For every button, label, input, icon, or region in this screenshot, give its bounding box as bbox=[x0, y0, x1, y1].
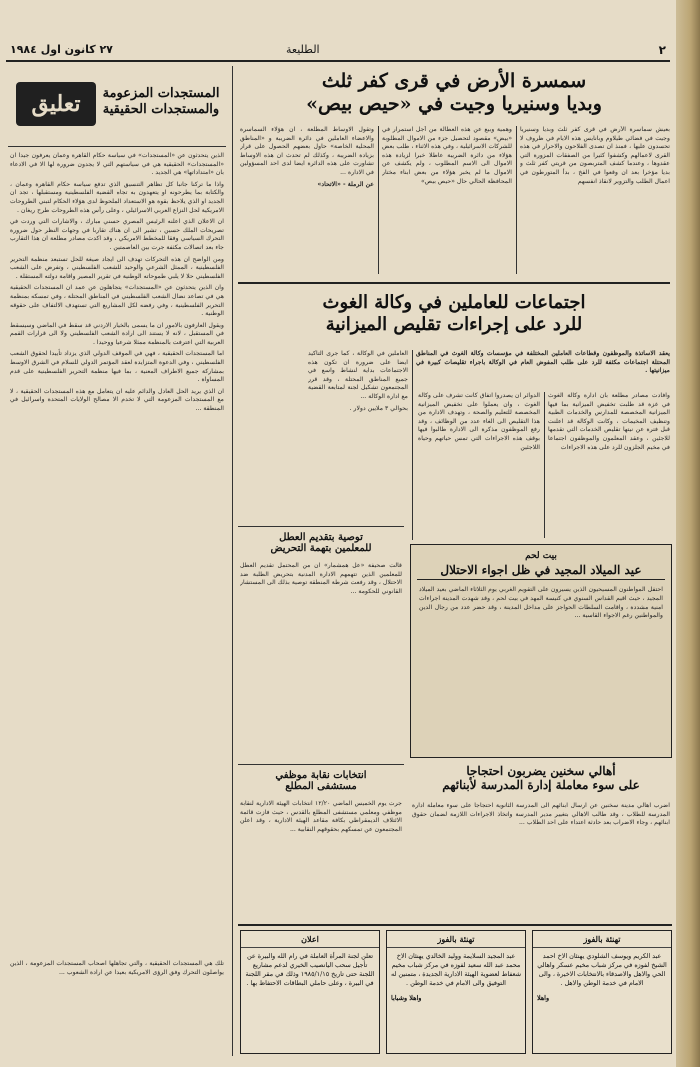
clinic-body bbox=[240, 800, 402, 920]
clinic-headline-line1: انتخابات نقابة موظفي bbox=[275, 770, 367, 781]
column-divider bbox=[232, 66, 233, 1056]
second-col-rule bbox=[544, 392, 545, 538]
second-headline-line1: اجتماعات للعاملين في وكالة الغوث bbox=[322, 292, 586, 313]
clinic-text: جرت يوم الخميس الماضي ١٢/٢٠ انتخابات الهيئة الادارية لنقابة موظفي ومعلمي مستشفى المطلع بالقدس ، حيث فازت قائمة الائتلاف الديمقراطي بكافة مقاعد الهيئة الادارية ، وقد اعلن المجتمعون عن تمسكهم بحقوقهم النقابية ... bbox=[240, 800, 402, 833]
ads-rule bbox=[238, 924, 672, 926]
parents-headline-line2: على سوء معاملة إدارة المدرسة لأبنائهم bbox=[442, 778, 640, 793]
commentary-body bbox=[10, 152, 224, 904]
lead-paragraph: وتقول الاوساط المطلعة ، ان هؤلاء السماسرة والاعضاء العاملين في دائرة الضريبة و «المناطق المحلية الخاصة» حاول بعضهم الحصول على قرار بزيادة الضريبة ، وكذلك لم تحدث ان هذه الاوساط تشاورت على هذه الدائرة ايضا لدى احد المسؤولين في الادارة ... bbox=[240, 126, 374, 176]
lead-col-2 bbox=[382, 126, 512, 274]
students-body bbox=[240, 562, 402, 758]
christmas-box bbox=[410, 544, 672, 758]
commentary-paragraph: ويقول العارفون بالامور ان ما يسمى بالخيار الاردني قد سقط في الماضي وسيسقط في المستقبل ، لانه لا يستند الى ارادة الشعب الفلسطيني ولا الى قرارات القمم العربية التي اعترفت بالمنظمة ممثلا شرعيا ووحيدا . bbox=[10, 321, 224, 346]
second-paragraph: وافادت مصادر مطلعة بان ادارة وكالة الغوث في غزة قد طلبت تخفيض الميزانية بما فيها الميزانية المخصصة للمدارس والخدمات الطبية وتنظيف المخيمات ، وكانت الوكالة قد اعلنت قبل فترة عن نيتها تقليص الخدمات التي تقدمها للاجئين ، وعقد المعلمون والموظفون اجتماعا في مخيم الجلزون للرد على هذه الاجراءات bbox=[548, 392, 670, 451]
paper-name: الطليعة bbox=[286, 43, 320, 56]
commentary-paragraph: اما المستجدات الحقيقية ، فهي في الموقف الدولي الذي يزداد تأييدا لحقوق الشعب الفلسطيني ، وفي الدعوة المتزايدة لعقد المؤتمر الدولي للسلام في الشرق الاوسط بمشاركة جميع الاطراف المعنية ، بما فيها منظمة التحرير الفلسطينية على قدم المساواة . bbox=[10, 350, 224, 384]
second-intro bbox=[416, 350, 670, 388]
page-header bbox=[6, 40, 670, 62]
commentary-paragraph: ان الذي يريد الحل العادل والدائم عليه ان يتعامل مع هذه المستجدات الحقيقية ، لا مع المستجدات المزعومة التي لا تخدم الا مصالح الولايات المتحدة واسرائيل في المنطقة ... bbox=[10, 387, 224, 413]
section-rule bbox=[238, 282, 670, 284]
second-headline bbox=[238, 292, 670, 335]
commentary-paragraph: الذين يتحدثون عن «المستجدات» في سياسة حكام القاهرة وعمان يعرفون جيدا ان «المستجدات» الحقيقية هي في سياستهم التي لا يجدون ضرورة لها الا في الادعاء بان «امتداداتها» هي الجديد . bbox=[10, 152, 224, 177]
commentary-tail bbox=[10, 960, 224, 1052]
parents-body bbox=[412, 802, 670, 902]
second-headline-line2: للرد على إجراءات تقليص الميزانية bbox=[325, 313, 583, 335]
commentary-header bbox=[8, 70, 226, 140]
ad-signature: واهلا bbox=[537, 994, 550, 1002]
commentary-title-line2: والمستجدات الحقيقية bbox=[102, 101, 220, 117]
second-col-3 bbox=[308, 350, 408, 538]
clinic-headline-line2: مستشفى المطلع bbox=[285, 781, 357, 792]
second-paragraph-end: بحوالي ٣ ملايين دولار . bbox=[349, 404, 408, 412]
ad-signature: واهلا وشبابا bbox=[391, 994, 422, 1002]
lead-byline: عن الرملة - «الاتحاد» bbox=[317, 180, 374, 188]
lead-paragraph: وهمية وبيع عن هذه العطالة من أجل استمرار في «بيض» مقصود لتحصيل جزء من الاموال المطلوبة للشركات الاسرائيلية ، وفي هذه الاثناء ، طلب بعض هؤلاء من دائرة الضريبة عاطلا خبرا لزيادة هذه الاموال الى الاسم المطلوب ، ولم يكشف عن الاموال ما لم يخبر هؤلاء من بعض ابناء مختار المحافظة الحالي حال «حيص بيص» bbox=[382, 126, 512, 185]
second-intro-text: يعقد الاساتذة والموظفون وقطاعات العاملين المختلفة في مؤسسات وكالة الغوث في المناطق المحتلة اجتماعات مكثفة للرد على طلب المفوض العام في الوكالة باجراء تقليصات كبيرة في ميزانيتها . bbox=[416, 350, 670, 375]
lead-headline-line1: سمسرة الأرض في قرى كفر ثلث bbox=[321, 70, 587, 92]
ad-text: عبد الكريم ويوسف الشلودي يهنئان الاخ احمد الشيخ لفوزه في مركز شباب مخيم عسكر واهالي الحي والاهل والاصدقاء بالانتخابات الاخيرة ، والى الامام في خدمة الوطن والاهل . bbox=[537, 952, 667, 987]
page-binding-edge bbox=[676, 0, 700, 1067]
page-number: ٢ bbox=[658, 43, 666, 57]
students-headline bbox=[240, 532, 402, 554]
parents-headline-line1: أهالي سخنين يضربون احتجاجا bbox=[466, 764, 616, 778]
second-paragraph: العاملين في الوكالة ، كما جرى التأكيد ايضا على ضرورة ان تكون هذه الاجتماعات بداية لنشاط واسع في جميع المناطق المحتلة ، وقد قرر المجتمعون تشكيل لجنة لمتابعة القضية مع ادارة الوكالة ... bbox=[308, 350, 408, 400]
lead-col-rule bbox=[378, 126, 379, 274]
issue-date: ٢٧ كانون اول ١٩٨٤ bbox=[10, 43, 113, 56]
ad-title: اعلان bbox=[241, 931, 379, 948]
parents-headline bbox=[410, 764, 672, 793]
commentary-paragraph: ان الاعلان الذي اعلنه الرئيس المصري حسني مبارك ، والاشارات التي وردت في تصريحات الملك حسين ، تشير الى ان هناك تقاربا في وجهات النظر حول ضرورة التحرك السياسي وفقا للمخطط الامريكي ، وقد اكدت مصادر مطلعة ان هذا التقارب جاء بعد اتصالات مكثفة جرت بين العاصمتين . bbox=[10, 218, 224, 251]
commentary-rule bbox=[8, 146, 226, 147]
students-headline-line1: توصية بتقديم العطل bbox=[279, 532, 363, 543]
christmas-box-body bbox=[411, 580, 671, 744]
ad-announcement bbox=[240, 930, 380, 1054]
ad-title: تهنئة بالفوز bbox=[387, 931, 525, 948]
commentary-paragraph: وان الذين يتحدثون عن «المستجدات» يتجاهلون عن عمد ان المستجدات الحقيقية هي في تصاعد نضال الشعب الفلسطيني في المناطق المحتلة ، وفي تمسكه بمنظمة التحرير الفلسطينية ، وفي رفضه لكل المشاريع التي تستهدف الالتفاف على حقوقه الوطنية . bbox=[10, 284, 224, 318]
ad-text: تعلن لجنة المرأة العاملة في رام الله والبيرة عن تأجيل سحب اليانصيب الخيري لدعم مشاريع اللجنة حتى تاريخ ١٩٨٥/١/١٥ وذلك في مقر اللجنة في البيرة ، وعلى حاملي البطاقات الاحتفاظ بها . bbox=[245, 952, 375, 987]
lead-col-1 bbox=[520, 126, 670, 274]
ad-congrats-2 bbox=[386, 930, 526, 1054]
lead-headline bbox=[238, 70, 670, 116]
ad-title: تهنئة بالفوز bbox=[533, 931, 671, 948]
parents-text: اضرب اهالي مدينة سخنين عن ارسال ابنائهم الى المدرسة الثانوية احتجاجا على سوء معاملة ادارة المدرسة للطلاب ، وقد طالب الاهالي بتغيير مدير المدرسة واتخاذ الاجراءات اللازمة لضمان حقوق ابنائهم ، وجاء الاضراب بعد حادثة اعتداء على احد الطلاب ... bbox=[412, 802, 670, 827]
commentary-paragraph: ومن الواضح ان هذه التحركات تهدف الى ايجاد صيغة للحل تستبعد منظمة التحرير الفلسطينية ، الممثل الشرعي والوحيد للشعب الفلسطيني ، وتفرض على الشعب الفلسطيني حلا لا يلبي طموحاته الوطنية في تقرير المصير واقامة دولته المستقلة . bbox=[10, 255, 224, 280]
students-text: قالت صحيفة «عل همشمار» ان من المحتمل تقديم العطل للمعلمين الذين تتهمهم الادارة المدنية بتحريض الطلبة ضد الاحتلال ، وقد رفعت شرطة المنطقة توصية بذلك الى المستشار القانوني للحكومة ... bbox=[240, 562, 402, 595]
second-paragraph: الدوائر ان يصدروا اتفاق كانت تشرف على وكالة الغوث ، وان يعملوا على تخفيض الميزانية المخصصة للتعليم والصحة ، وتهدف الادارة من هذا التقليص الى الغاء عدد من الوظائف ، وقد رفع الموظفون مذكرة الى الادارة طالبوا فيها بوقف هذه الاجراءات التي تمس حياتهم وحياة اللاجئين bbox=[418, 392, 540, 451]
lead-col-3 bbox=[240, 126, 374, 274]
column-piece-rule bbox=[238, 526, 404, 527]
christmas-box-title: عيد الميلاد المجيد في ظل اجواء الاحتلال bbox=[417, 561, 665, 580]
commentary-badge-label: تعليق bbox=[31, 91, 81, 117]
second-col-1 bbox=[548, 392, 670, 538]
commentary-badge bbox=[16, 82, 96, 126]
second-col-2 bbox=[418, 392, 540, 538]
christmas-box-text: احتفل المواطنون المسيحيون الذين يسيرون على التقويم الغربي يوم الثلاثاء الماضي بعيد الميلاد المجيد ، حيث اقيم القداس السنوي في كنيسة المهد في بيت لحم ، وقد شهدت المدينة اجراءات امنية مشددة ، واقامت السلطات الحواجز على مداخل المدينة ، وقد حضر عدد من رجال الدين والمواطنين رغم الاجواء القاسية ... bbox=[419, 586, 663, 620]
lead-col-rule bbox=[516, 126, 517, 274]
commentary-tail-text: تلك هي المستجدات الحقيقية ، والتي تجاهلها اصحاب المستجدات المزعومة ، الذين يواصلون التحرك وفق الرؤى الامريكية بعيدا عن ارادة الشعوب ... bbox=[10, 960, 224, 976]
commentary-title bbox=[96, 86, 226, 117]
christmas-box-label: بيت لحم bbox=[525, 551, 557, 561]
ad-congrats-1 bbox=[532, 930, 672, 1054]
lead-headline-line2: وبديا وسنيريا وجيت في «حيص بيص» bbox=[306, 92, 602, 115]
ad-text: عبد المجيد السلايمة ووليد الخالدي يهنئان الاخ محمد عبد الله سعيد لفوزه في مركز شباب مخيم شعفاط لعضوية الهيئة الادارية الجديدة ، متمنين له التوفيق والى الامام في خدمة الوطن . bbox=[391, 952, 521, 987]
clinic-headline bbox=[240, 770, 402, 792]
column-piece-rule bbox=[238, 764, 404, 765]
second-col-rule bbox=[412, 350, 413, 540]
commentary-title-line1: المستجدات المزعومة bbox=[102, 86, 220, 101]
commentary-paragraph: واذا ما تركنا جانبا كل تظاهر التنسيق الذي تدفع سياسة حكام القاهرة وعمان ، والكتابة بما يطرحونه او يتعهدون به تجاه القضية الفلسطينية ومستقبلها ، تجد ان الجديد او الذي يلاحظ بقوة هو الاستعداد الملحوظ لدى هؤلاء الحكام لتبني الطروحات الامريكية لحل النزاع العربي الاسرائيلي ، وعلى رأس هذه الطروحات طرح ريغان . bbox=[10, 180, 224, 214]
students-headline-line2: للمعلمين بتهمة التحريض bbox=[270, 543, 372, 554]
lead-paragraph: بعيش سماسرة الأرض في قرى كفر ثلث وبديا وسنيريا وجيت في فضائي طيلاوم وبانايس هذه الايام في ظروف لا تحسدون عليها ، فمنذ ان تصدى الفلاحون والاحرار في هذه القرى لاعمالهم وكشفوا كثيرا من الصفقات المزورة التي عقدوها ، وعندما كشف المتربصون من قريتي كفر ثلث و بديا مؤخرا بعد ان وقعوا في الفخ ، بدأ المتورطون في اعمال الطلب والتزوير لانقاذ انفسهم bbox=[520, 126, 670, 185]
